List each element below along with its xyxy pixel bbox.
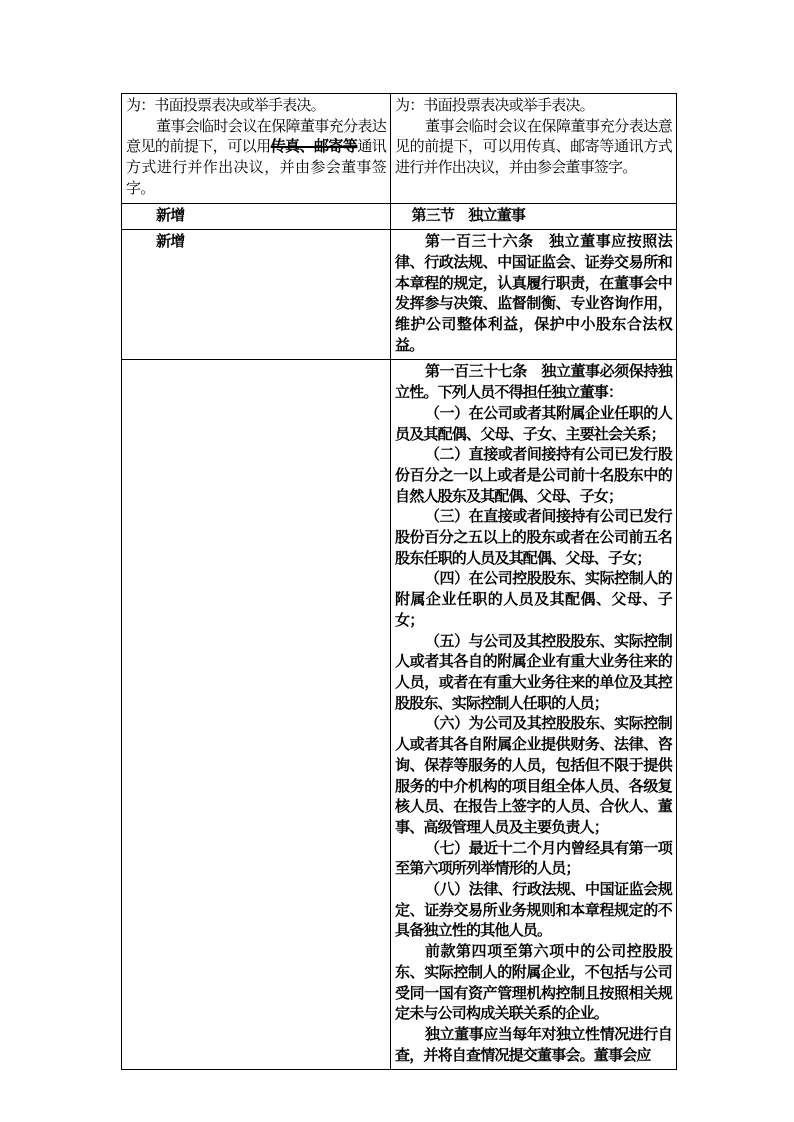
paragraph: [395, 507, 672, 569]
text-segment: 通讯方式进行并作出决议，并由参会董事签字。: [126, 139, 386, 197]
table-row-1: [122, 94, 677, 204]
text-segment: 董事会临时会议在保障董事充分表达意见的前提下，可以用传真、邮寄等通讯方式进行并作出决议，并由参会董事签字。: [395, 118, 672, 177]
cell-right-row-4: [391, 360, 677, 1070]
paragraph: [395, 714, 672, 838]
paragraph: [126, 206, 386, 227]
text-segment: 独立董事应当每年对独立性情况进行自查，并将自查情况提交董事会。董事会应: [395, 1026, 672, 1064]
deleted-text-segment: 传真、邮寄等: [270, 139, 358, 156]
table-row-4: [122, 360, 677, 1070]
cell-left-row-3: [122, 230, 391, 360]
paragraph: [395, 1025, 672, 1066]
cell-left-row-1: [122, 94, 391, 204]
text-segment: （六）为公司及其控股股东、实际控制人或者其各自附属企业提供财务、法律、咨询、保荐等服务的人员，包括但不限于提供服务的中介机构的项目组全体人员、各级复核人员、在报告上签字的人员、合伙人、董事、高级管理人员及主要负责人；: [395, 716, 672, 836]
text-segment: 前款第四项至第六项中的公司控股股东、实际控制人的附属企业，不包括与公司受同一国有资产管理机构控制且按照相关规定未与公司构成关联关系的企业。: [395, 944, 672, 1023]
cell-right-row-2: [391, 203, 677, 230]
paragraph: [395, 880, 672, 942]
paragraph: [395, 404, 672, 445]
text-segment: 为：书面投票表决或举手表决。: [126, 98, 325, 114]
text-segment: （八）法律、行政法规、中国证监会规定、证券交易所业务规则和本章程规定的不具备独立性的其他人员。: [395, 882, 672, 940]
paragraph: [395, 117, 672, 179]
cell-right-row-3: [391, 230, 677, 360]
paragraph: [395, 362, 672, 403]
comparison-table-body: [122, 94, 677, 1070]
text-segment: （二）直接或者间接持有公司已发行股份百分之一以上或者是公司前十名股东中的自然人股东及其配偶、父母、子女；: [395, 447, 672, 505]
cell-left-row-2: [122, 203, 391, 230]
paragraph: [395, 942, 672, 1025]
comparison-table: [121, 93, 677, 1070]
cell-right-row-1: [391, 94, 677, 204]
text-segment: 新增: [156, 207, 185, 224]
paragraph: [395, 839, 672, 880]
paragraph: [395, 569, 672, 631]
paragraph: [126, 117, 386, 200]
paragraph: [395, 632, 672, 715]
text-segment: （四）在公司控股股东、实际控制人的附属企业任职的人员及其配偶、父母、子女；: [395, 571, 672, 629]
cell-left-row-4: [122, 360, 391, 1070]
paragraph: [395, 206, 672, 227]
text-segment: 第一百三十六条 独立董事应按照法律、行政法规、中国证监会、证券交易所和本章程的规定，认真履行职责，在董事会中发挥参与决策、监督制衡、专业咨询作用，维护公司整体利益，保护中小股东合法权益。: [395, 234, 672, 354]
text-segment: 新增: [156, 234, 185, 251]
text-segment: （五）与公司及其控股股东、实际控制人或者其各自的附属企业有重大业务往来的人员，或者在有重大业务往来的单位及其控股股东、实际控制人任职的人员；: [395, 633, 672, 712]
paragraph: [395, 232, 672, 356]
text-segment: 第一百三十七条 独立董事必须保持独立性。下列人员不得担任独立董事：: [395, 364, 672, 402]
text-segment: 董事会临时会议在保障董事充分表达意见的前提下，可以用: [126, 118, 386, 156]
paragraph: [126, 96, 386, 117]
paragraph: [395, 96, 672, 117]
table-row-3: [122, 230, 677, 360]
paragraph: [126, 232, 386, 253]
text-segment: （七）最近十二个月内曾经具有第一项至第六项所列举情形的人员；: [395, 840, 672, 878]
text-segment: 为：书面投票表决或举手表决。: [395, 98, 594, 114]
text-segment: （三）在直接或者间接持有公司已发行股份百分之五以上的股东或者在公司前五名股东任职的人员及其配偶、父母、子女；: [395, 509, 672, 567]
paragraph: [395, 445, 672, 507]
text-segment: （一）在公司或者其附属企业任职的人员及其配偶、父母、子女、主要社会关系；: [395, 405, 672, 443]
table-row-2: [122, 203, 677, 230]
text-segment: 第三节 独立董事: [411, 207, 526, 224]
